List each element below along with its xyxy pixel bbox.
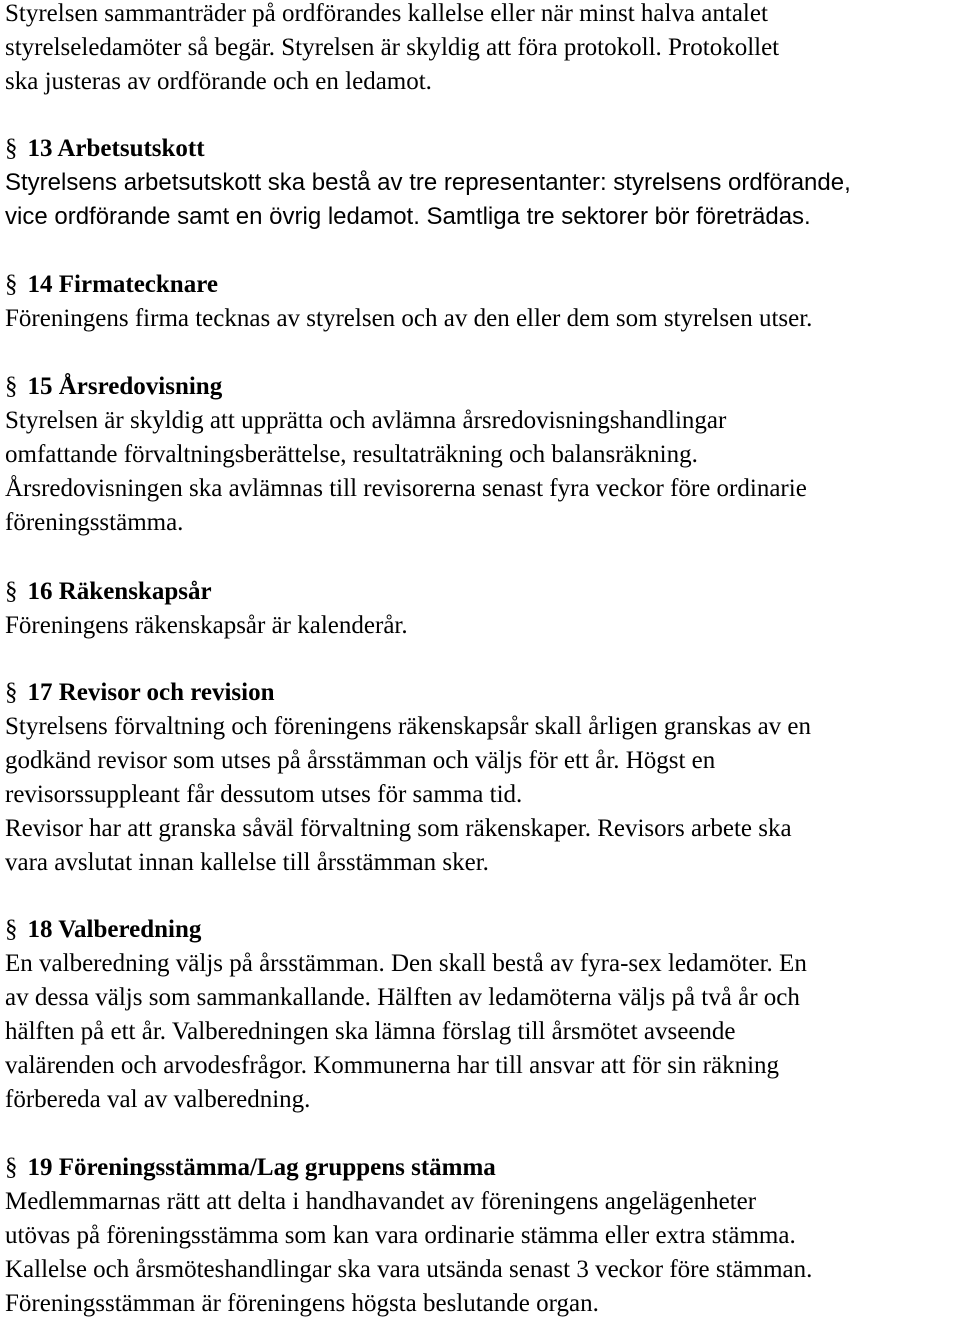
section-symbol: § [5, 916, 18, 943]
paragraph-line: hälften på ett år. Valberedningen ska lämna förslag till årsmötet avseende [5, 1018, 736, 1045]
section-19 [5, 1151, 960, 1321]
section-heading [5, 913, 960, 947]
section-17 [5, 676, 960, 880]
paragraph-line: utövas på föreningsstämma som kan vara ordinarie stämma eller extra stämma. [5, 1222, 796, 1249]
section-title: 17 Revisor och revision [27, 679, 275, 706]
paragraph-line: Föreningsstämman är föreningens högsta beslutande organ. [5, 1290, 599, 1317]
section-heading [5, 370, 960, 404]
section-title: 15 Årsredovisning [27, 373, 223, 400]
section-16 [5, 575, 960, 643]
section-title: 16 Räkenskapsår [27, 578, 212, 605]
paragraph-line: Årsredovisningen ska avlämnas till revisorerna senast fyra veckor före ordinarie [5, 475, 807, 502]
section-18 [5, 913, 960, 1117]
section-symbol: § [5, 135, 18, 162]
paragraph-line: Styrelsens förvaltning och föreningens räkenskapsår skall årligen granskas av en [5, 713, 812, 740]
paragraph-line: Kallelse och årsmöteshandlingar ska vara utsända senast 3 veckor före stämman. [5, 1256, 813, 1283]
paragraph-line: Styrelsen är skyldig att upprätta och avlämna årsredovisningshandlingar [5, 407, 727, 434]
section-heading [5, 268, 960, 302]
section-heading [5, 132, 960, 166]
section-title: 18 Valberedning [27, 916, 202, 943]
section-heading [5, 676, 960, 710]
section-symbol: § [5, 1154, 18, 1181]
section-15 [5, 370, 960, 540]
section-title: 13 Arbetsutskott [27, 135, 205, 162]
paragraph-line: En valberedning väljs på årsstämman. Den skall bestå av fyra-sex ledamöter. En [5, 950, 807, 977]
paragraph-line: omfattande förvaltningsberättelse, resultaträkning och balansräkning. [5, 441, 698, 468]
section-title: 19 Föreningsstämma/Lag gruppens stämma [27, 1154, 496, 1181]
section-heading [5, 575, 960, 609]
intro-paragraph [5, 0, 960, 99]
paragraph-line: Styrelsens arbetsutskott ska bestå av tre representanter: styrelsens ordförande, [5, 169, 851, 196]
section-symbol: § [5, 373, 18, 400]
paragraph-line: revisorssuppleant får dessutom utses för samma tid. [5, 781, 523, 808]
section-heading [5, 1151, 960, 1185]
paragraph-line: styrelseledamöter så begär. Styrelsen är skyldig att föra protokoll. Protokollet [5, 34, 780, 61]
paragraph-line: valärenden och arvodesfrågor. Kommunerna har till ansvar att för sin räkning [5, 1052, 780, 1079]
section-13 [5, 132, 960, 234]
section-title: 14 Firmatecknare [27, 271, 218, 298]
paragraph-line: Föreningens firma tecknas av styrelsen och av den eller dem som styrelsen utser. [5, 305, 813, 332]
paragraph-line: förbereda val av valberedning. [5, 1086, 311, 1113]
section-14 [5, 268, 960, 336]
paragraph-line: Styrelsen sammanträder på ordförandes kallelse eller när minst halva antalet [5, 0, 768, 27]
paragraph-line: föreningsstämma. [5, 509, 184, 536]
paragraph-line: Föreningens räkenskapsår är kalenderår. [5, 612, 408, 639]
paragraph-line: vara avslutat innan kallelse till årsstämman sker. [5, 849, 489, 876]
paragraph-line: Medlemmarnas rätt att delta i handhavandet av föreningens angelägenheter [5, 1188, 757, 1215]
paragraph-line: ska justeras av ordförande och en ledamot. [5, 68, 432, 95]
paragraph-line: av dessa väljs som sammankallande. Hälften av ledamöterna väljs på två år och [5, 984, 800, 1011]
paragraph-line: Revisor har att granska såväl förvaltning som räkenskaper. Revisors arbete ska [5, 815, 792, 842]
section-symbol: § [5, 679, 18, 706]
section-symbol: § [5, 578, 18, 605]
section-symbol: § [5, 271, 18, 298]
paragraph-line: godkänd revisor som utses på årsstämman och väljs för ett år. Högst en [5, 747, 716, 774]
paragraph-line: vice ordförande samt en övrig ledamot. Samtliga tre sektorer bör företrädas. [5, 203, 811, 230]
